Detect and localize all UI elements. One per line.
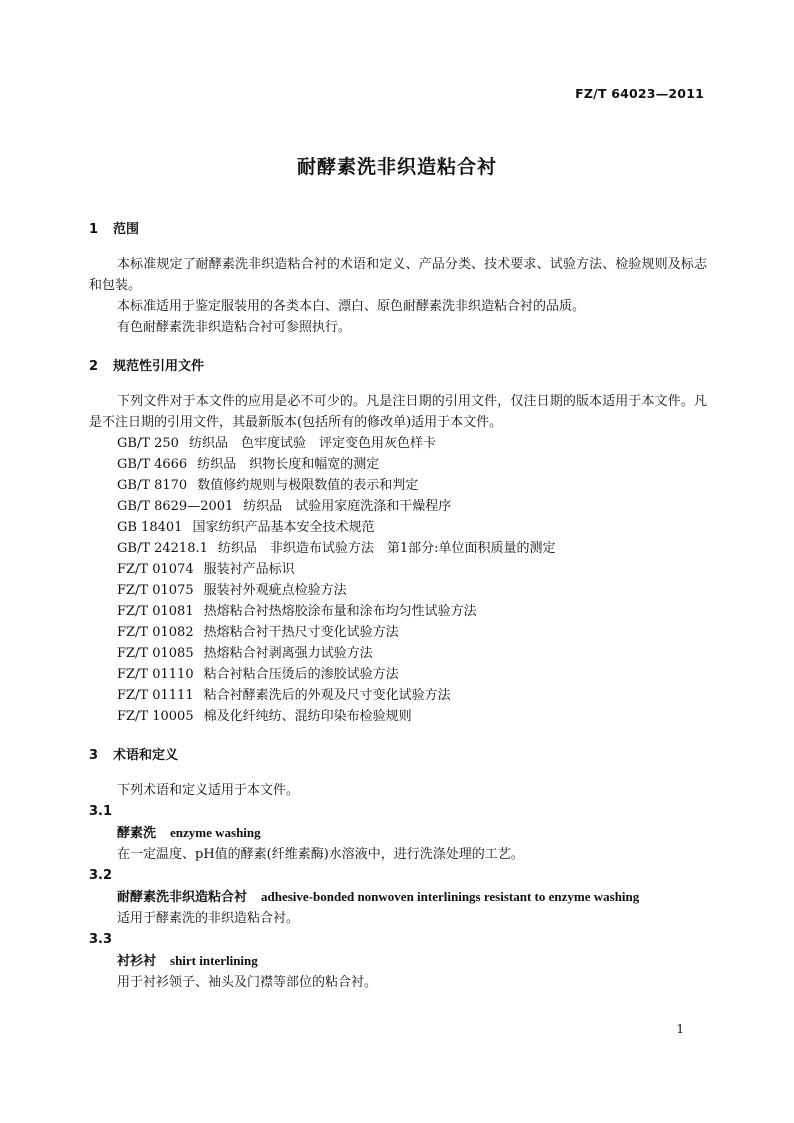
section-heading-normative-references <box>89 356 707 377</box>
reference-item <box>89 622 707 643</box>
reference-code: FZ/T 01085 <box>117 646 194 661</box>
reference-item <box>89 475 707 496</box>
clause-number: 3.3 <box>89 932 113 947</box>
reference-title: 棉及化纤纯纺、混纺印染布检验规则 <box>203 709 412 724</box>
section-heading-terms <box>89 745 707 766</box>
term-entry <box>89 822 707 844</box>
section-title: 范围 <box>113 222 140 237</box>
reference-title: 纺织品 织物长度和幅宽的测定 <box>197 457 380 472</box>
section-heading-scope <box>89 219 707 240</box>
reference-code: GB/T 250 <box>117 436 179 451</box>
reference-code: FZ/T 10005 <box>117 709 194 724</box>
reference-code: GB 18401 <box>117 520 183 535</box>
reference-item <box>89 517 707 538</box>
reference-item <box>89 664 707 685</box>
reference-title: 服装衬产品标识 <box>203 562 295 577</box>
reference-title: 粘合衬酵素洗后的外观及尺寸变化试验方法 <box>203 688 451 703</box>
section-title: 术语和定义 <box>113 748 179 763</box>
term-definition: 适用于酵素洗的非织造粘合衬。 <box>117 911 300 926</box>
reference-item <box>89 496 707 517</box>
reference-code: FZ/T 01075 <box>117 583 194 598</box>
scope-paragraph: 本标准规定了耐酵素洗非织造粘合衬的术语和定义、产品分类、技术要求、试验方法、检验规则及标志和包装。 <box>89 257 707 293</box>
reference-item <box>89 706 707 727</box>
term-chinese: 耐酵素洗非织造粘合衬 <box>117 890 248 905</box>
reference-item <box>89 433 707 454</box>
clause-number: 3.1 <box>89 804 113 819</box>
clause-number: 3.2 <box>89 868 113 883</box>
scope-paragraph: 有色耐酵素洗非织造粘合衬可参照执行。 <box>117 320 352 335</box>
reference-title: 服装衬外观疵点检验方法 <box>203 583 347 598</box>
document-title: 耐酵素洗非织造粘合衬 <box>296 156 497 178</box>
reference-title: 纺织品 非织造布试验方法 第1部分:单位面积质量的测定 <box>217 541 556 556</box>
section-title: 规范性引用文件 <box>113 359 205 374</box>
reference-code: FZ/T 01110 <box>117 667 194 682</box>
term-chinese: 酵素洗 <box>117 826 157 841</box>
reference-item <box>89 580 707 601</box>
term-definition: 在一定温度、pH值的酵素(纤维素酶)水溶液中，进行洗涤处理的工艺。 <box>117 847 524 862</box>
term-chinese: 衬衫衬 <box>117 954 157 969</box>
page-number: 1 <box>676 1022 684 1036</box>
reference-title: 国家纺织产品基本安全技术规范 <box>192 520 375 535</box>
term-english: adhesive-bonded nonwoven interlinings resistant to enzyme washing <box>261 889 640 904</box>
reference-title: 粘合衬粘合压烫后的渗胶试验方法 <box>203 667 399 682</box>
standard-number: FZ/T 64023—2011 <box>575 86 704 101</box>
reference-code: FZ/T 01081 <box>117 604 194 619</box>
scope-paragraph: 本标准适用于鉴定服装用的各类本白、漂白、原色耐酵素洗非织造粘合衬的品质。 <box>117 299 586 314</box>
document-body <box>89 219 707 993</box>
references-intro: 下列文件对于本文件的应用是必不可少的。凡是注日期的引用文件，仅注日期的版本适用于本文件。凡是不注日期的引用文件，其最新版本(包括所有的修改单)适用于本文件。 <box>89 394 707 430</box>
section-number: 1 <box>89 222 99 237</box>
reference-code: GB/T 8629—2001 <box>117 499 234 514</box>
reference-code: GB/T 4666 <box>117 457 188 472</box>
reference-item <box>89 601 707 622</box>
term-entry <box>89 886 707 908</box>
reference-code: FZ/T 01074 <box>117 562 194 577</box>
reference-title: 热熔粘合衬干热尺寸变化试验方法 <box>203 625 399 640</box>
term-entry <box>89 950 707 972</box>
reference-item <box>89 685 707 706</box>
reference-code: FZ/T 01111 <box>117 688 194 703</box>
reference-title: 纺织品 色牢度试验 评定变色用灰色样卡 <box>188 436 436 451</box>
reference-title: 热熔粘合衬剥离强力试验方法 <box>203 646 373 661</box>
reference-item <box>89 643 707 664</box>
reference-title: 纺织品 试验用家庭洗涤和干燥程序 <box>243 499 452 514</box>
section-number: 2 <box>89 359 99 374</box>
terms-intro: 下列术语和定义适用于本文件。 <box>117 783 300 798</box>
term-english: shirt interlining <box>170 953 258 968</box>
section-number: 3 <box>89 748 99 763</box>
term-english: enzyme washing <box>170 825 261 840</box>
reference-title: 热熔粘合衬热熔胶涂布量和涂布均匀性试验方法 <box>203 604 477 619</box>
reference-code: GB/T 24218.1 <box>117 541 208 556</box>
reference-code: FZ/T 01082 <box>117 625 194 640</box>
reference-code: GB/T 8170 <box>117 478 188 493</box>
reference-item <box>89 538 707 559</box>
reference-title: 数值修约规则与极限数值的表示和判定 <box>197 478 419 493</box>
reference-item <box>89 559 707 580</box>
term-definition: 用于衬衫领子、袖头及门襟等部位的粘合衬。 <box>117 975 378 990</box>
reference-item <box>89 454 707 475</box>
